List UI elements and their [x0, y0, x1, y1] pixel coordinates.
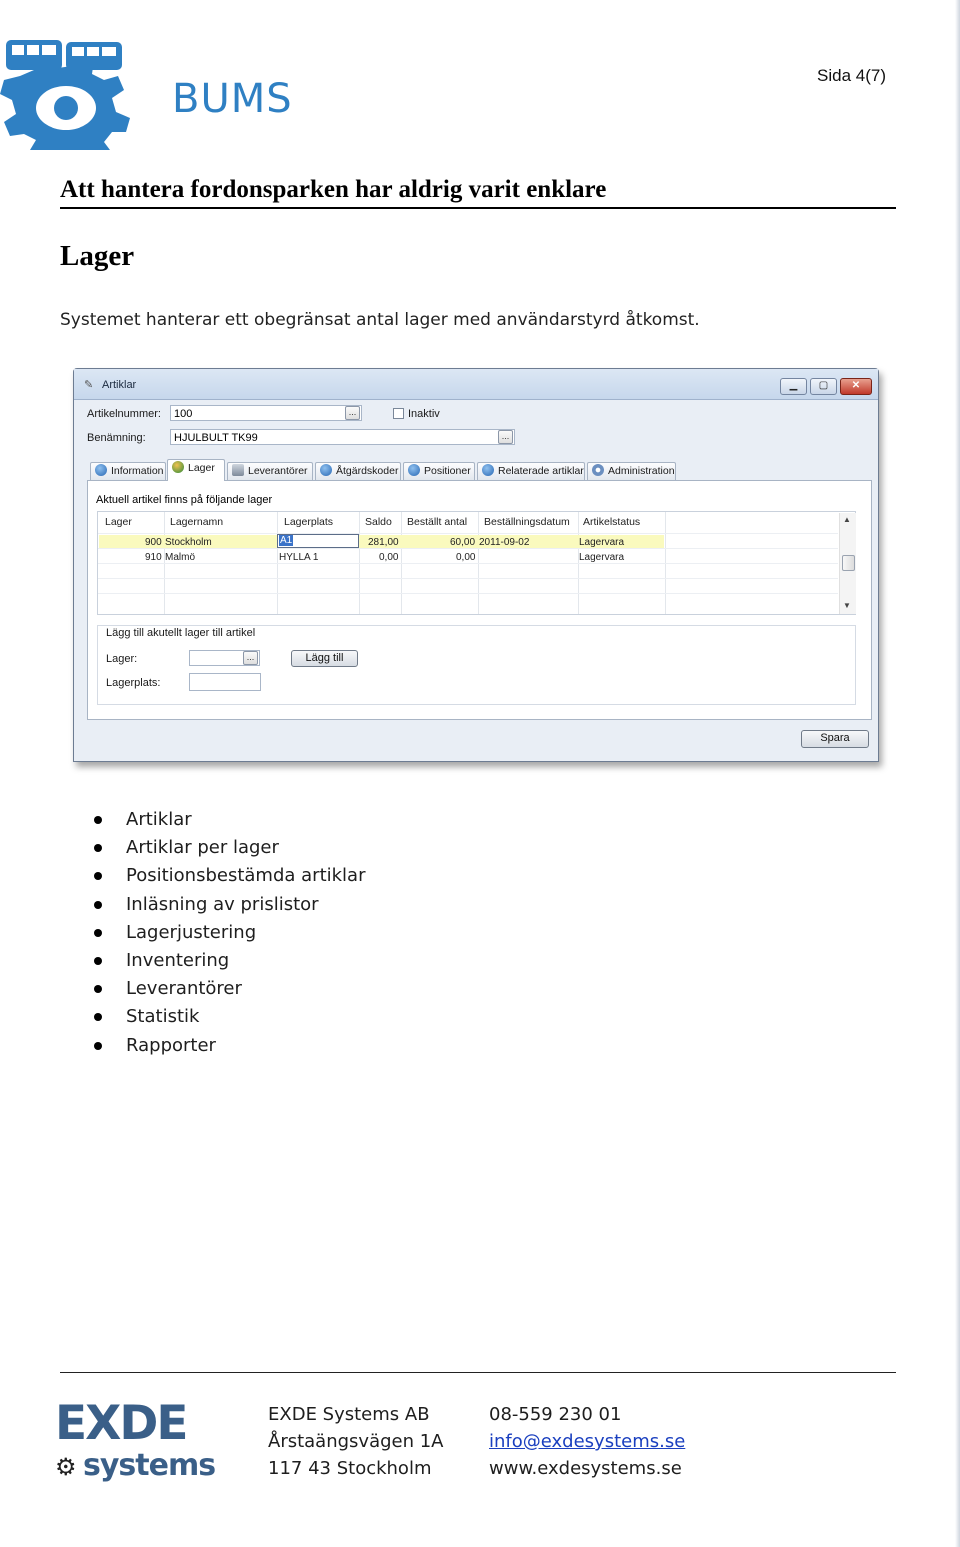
grid-row-line [98, 563, 838, 564]
column-header-bestallt-antal[interactable]: Beställt antal [407, 516, 468, 528]
cell-lagerplats-editor[interactable] [277, 534, 359, 548]
tab-relaterade-artiklar[interactable] [477, 462, 585, 480]
list-item: Leverantörer [92, 975, 365, 1003]
exde-logo-subtext: systems [83, 1448, 216, 1483]
cell-lager[interactable]: 910 [145, 552, 162, 563]
benamning-label: Benämning: [87, 432, 146, 444]
column-header-lagernamn[interactable]: Lagernamn [170, 516, 224, 528]
tab-positioner[interactable] [403, 462, 475, 480]
scroll-up-icon[interactable]: ▲ [843, 515, 851, 524]
column-header-saldo[interactable]: Saldo [365, 516, 392, 528]
grid-row-line [98, 533, 838, 534]
benamning-browse-button[interactable]: ... [498, 430, 513, 444]
list-item: Artiklar per lager [92, 834, 365, 862]
tab-label: Leverantörer [248, 465, 308, 477]
section-heading: Lager [60, 240, 135, 272]
logo-text: BUMS [172, 76, 293, 122]
warehouse-icon [172, 461, 184, 473]
cell-lagernamn[interactable]: Malmö [165, 552, 196, 563]
position-icon [408, 464, 420, 476]
window-titlebar[interactable] [74, 369, 878, 400]
footer-city: 117 43 Stockholm [268, 1458, 432, 1479]
tab-label: Information [111, 465, 164, 477]
title-rule [60, 207, 896, 209]
artikelnummer-field[interactable]: 100 [170, 405, 362, 421]
column-header-bestallningsdatum[interactable]: Beställningsdatum [484, 516, 570, 528]
footer-street: Årstaängsvägen 1A [268, 1431, 444, 1452]
cell-lagerplats[interactable]: HYLLA 1 [279, 552, 319, 563]
page-number: Sida 4(7) [817, 66, 886, 85]
window-title: Artiklar [102, 379, 137, 391]
tab-leverantorer[interactable] [227, 462, 313, 480]
minimize-button[interactable]: ▁ [780, 378, 807, 395]
footer-email-link[interactable]: info@exdesystems.se [489, 1431, 686, 1452]
grid-row-line [98, 578, 838, 579]
list-item: Lagerjustering [92, 919, 365, 947]
tab-atgardskoder[interactable] [315, 462, 401, 480]
column-header-artikelstatus[interactable]: Artikelstatus [583, 516, 641, 528]
tab-administration[interactable] [587, 462, 676, 480]
column-header-lagerplats[interactable]: Lagerplats [284, 516, 334, 528]
tools-icon: ✎ [84, 379, 94, 391]
cell-bestallningsdatum[interactable]: 2011-09-02 [479, 537, 530, 548]
cell-bestallt-antal[interactable]: 0,00 [456, 552, 476, 563]
tab-label: Positioner [424, 465, 471, 477]
grid-scrollbar[interactable] [839, 513, 856, 614]
artiklar-window [73, 368, 879, 762]
add-group-legend: Lägg till akutellt lager till artikel [106, 627, 256, 639]
list-item: Inläsning av prislistor [92, 891, 365, 919]
lager-browse-button[interactable]: ... [243, 651, 258, 665]
cell-lager[interactable]: 900 [145, 537, 162, 548]
footer-company: EXDE Systems AB [268, 1404, 430, 1425]
tab-lager[interactable] [167, 459, 225, 481]
tab-label: Relaterade artiklar [498, 465, 584, 477]
artikelnummer-browse-button[interactable]: ... [345, 406, 360, 420]
tab-information[interactable] [90, 462, 166, 480]
gear-icon [592, 464, 604, 476]
tab-label: Lager [188, 462, 215, 474]
benamning-field[interactable]: HJULBULT TK99 [170, 429, 515, 445]
scroll-thumb[interactable] [842, 555, 855, 571]
stock-grid [97, 511, 856, 615]
cell-saldo[interactable]: 281,00 [368, 537, 399, 548]
footer-rule [60, 1372, 896, 1373]
list-item: Statistik [92, 1003, 365, 1031]
feature-list [92, 806, 365, 1060]
list-item: Positionsbestämda artiklar [92, 862, 365, 890]
grid-row-line [98, 593, 838, 594]
close-button[interactable]: ✕ [840, 378, 872, 395]
cell-saldo[interactable]: 0,00 [379, 552, 399, 563]
related-icon [482, 464, 494, 476]
lagg-till-button[interactable]: Lägg till [291, 650, 358, 667]
exde-logo-wordmark: EXDE [55, 1396, 187, 1451]
cell-lagernamn[interactable]: Stockholm [165, 537, 212, 548]
list-item: Inventering [92, 947, 365, 975]
column-header-lager[interactable]: Lager [105, 516, 132, 528]
lagerplats-label: Lagerplats: [106, 677, 161, 689]
artikelnummer-label: Artikelnummer: [87, 408, 161, 420]
maximize-button[interactable]: ▢ [810, 378, 837, 395]
cell-bestallt-antal[interactable]: 60,00 [450, 537, 476, 548]
tab-label: Administration [608, 465, 675, 477]
list-item: Rapporter [92, 1032, 365, 1060]
document-title: Att hantera fordonsparken har aldrig varit enklare [60, 176, 607, 203]
cell-artikelstatus[interactable]: Lagervara [579, 552, 625, 563]
info-icon [95, 464, 107, 476]
intro-paragraph: Systemet hanterar ett obegränsat antal lager med användarstyrd åtkomst. [60, 310, 700, 330]
cell-lagerplats[interactable]: A1 [280, 535, 293, 546]
lager-label: Lager: [106, 653, 138, 665]
stock-group-legend: Aktuell artikel finns på följande lager [96, 494, 273, 506]
grid-row-line [98, 548, 838, 549]
inaktiv-label: Inaktiv [408, 408, 440, 420]
lagerplats-input[interactable] [189, 673, 261, 691]
cell-artikelstatus[interactable]: Lagervara [579, 537, 625, 548]
inaktiv-checkbox[interactable] [393, 408, 404, 419]
list-item: Artiklar [92, 806, 365, 834]
tab-label: Åtgärdskoder [336, 465, 399, 477]
scroll-down-icon[interactable]: ▼ [843, 601, 851, 610]
exde-logo [55, 1396, 216, 1490]
footer-phone: 08-559 230 01 [489, 1404, 622, 1425]
footer-website: www.exdesystems.se [489, 1458, 682, 1479]
code-icon [320, 464, 332, 476]
gear-icon: ⚙ [55, 1454, 77, 1481]
spara-button[interactable]: Spara [801, 730, 869, 748]
supplier-icon [232, 464, 244, 476]
page-edge-shadow [955, 0, 960, 1547]
